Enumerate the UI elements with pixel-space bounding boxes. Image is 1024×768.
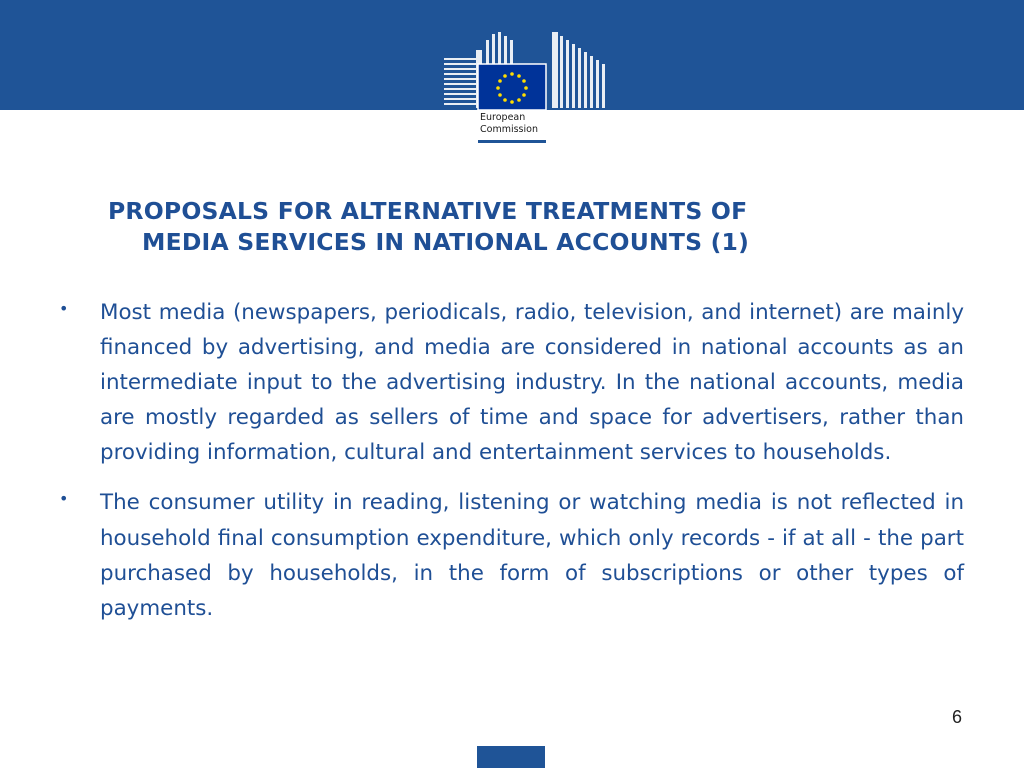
bullet-item <box>56 295 964 470</box>
title-line-2: MEDIA SERVICES IN NATIONAL ACCOUNTS (1) <box>142 228 750 256</box>
bullet-icon: • <box>59 299 69 318</box>
bottom-tab <box>477 746 545 768</box>
title-line-1: PROPOSALS FOR ALTERNATIVE TREATMENTS OF <box>108 197 748 225</box>
european-commission-logo <box>440 30 610 145</box>
bullet-text: The consumer utility in reading, listening or watching media is not reflected in household final consumption expenditure, which only records - if at all - the part purchased by households, in the form of subscriptions or other types of payments. <box>100 490 964 621</box>
bullet-icon: • <box>59 489 69 509</box>
bullet-list <box>56 295 964 641</box>
bullet-text: Most media (newspapers, periodicals, radio, television, and internet) are mainly financed by advertising, and media are considered in national accounts as an intermediate input to the advertising industry. In the national accounts, media are mostly regarded as sellers of time and space for advertisers, rather than providing information, cultural and entertainment services to households. <box>100 300 964 466</box>
berlaymont-building-icon <box>440 30 610 110</box>
page-title <box>108 196 908 258</box>
page-number: 6 <box>951 707 962 727</box>
logo-underline <box>478 140 546 143</box>
logo-text: European Commission <box>480 112 538 135</box>
bullet-item <box>56 485 964 625</box>
